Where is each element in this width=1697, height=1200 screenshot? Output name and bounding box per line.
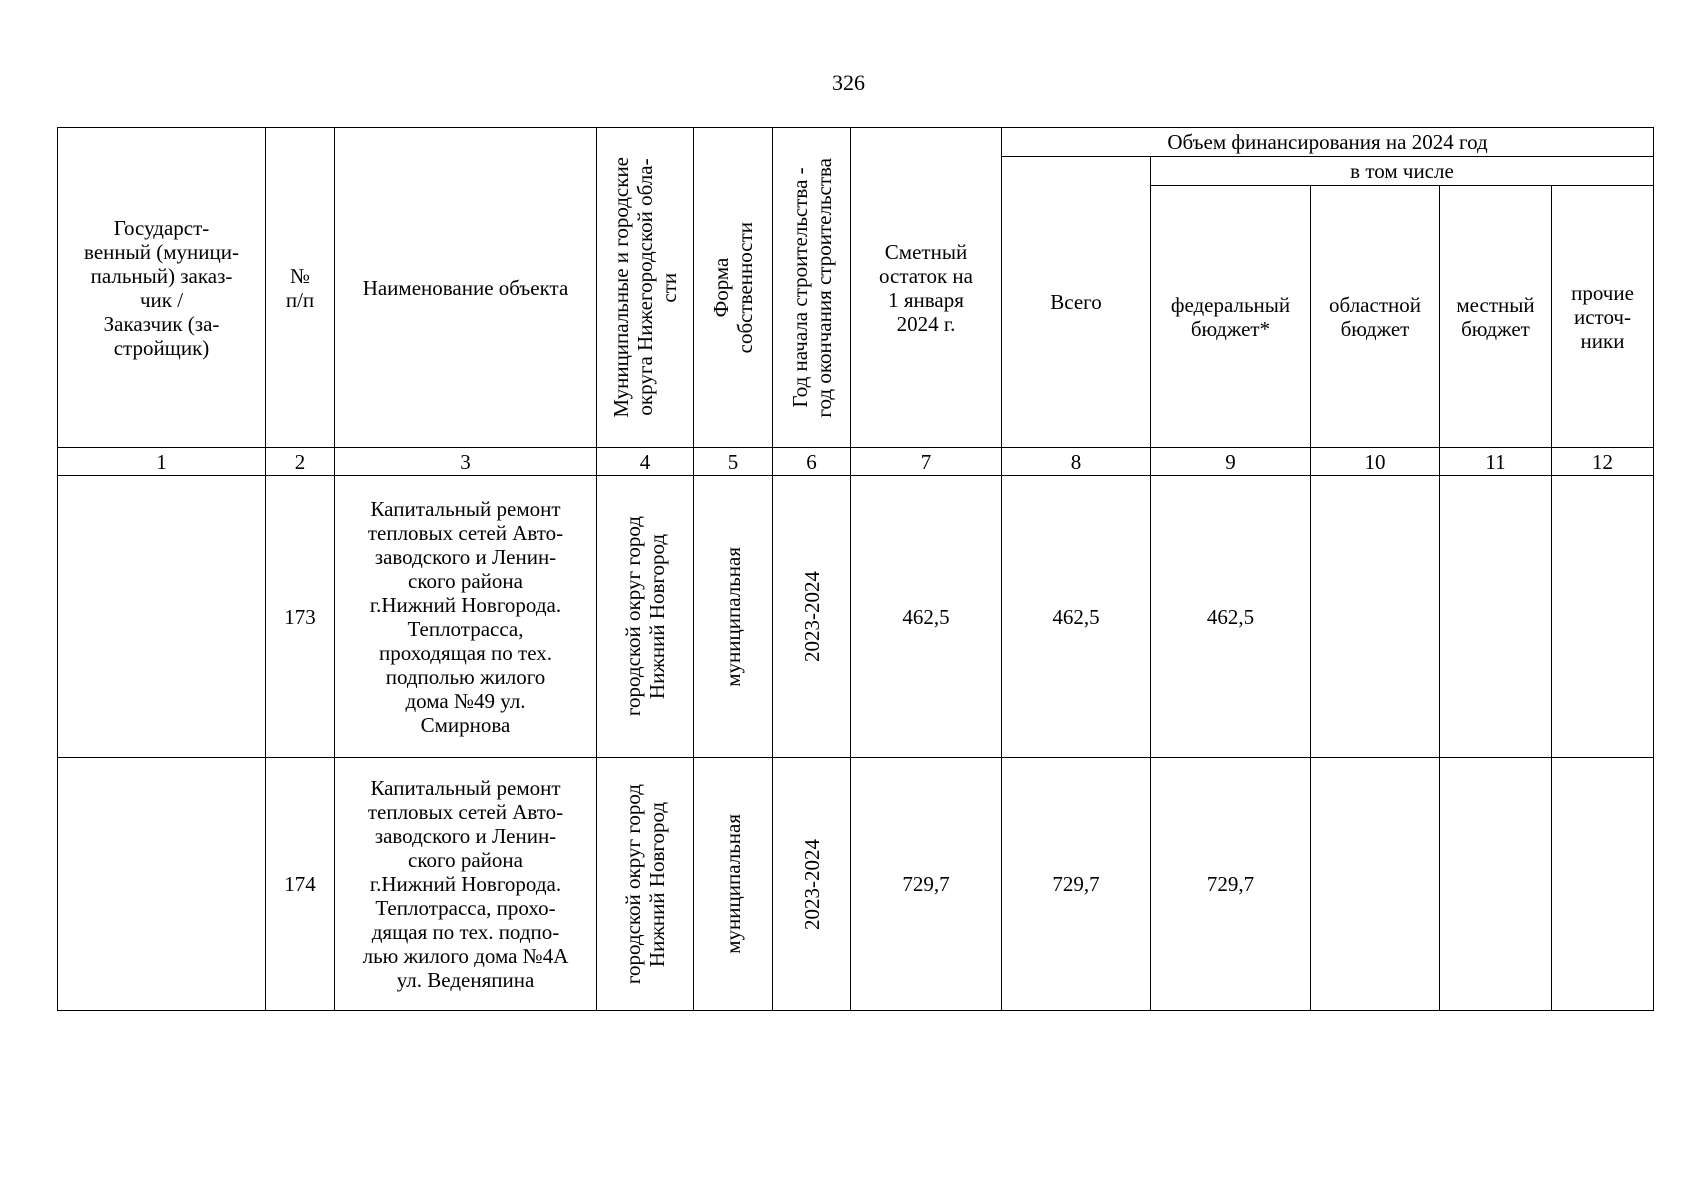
cell-federal: 462,5 bbox=[1151, 476, 1311, 758]
table-row bbox=[58, 476, 1654, 758]
column-number: 6 bbox=[773, 448, 851, 476]
cell-balance: 729,7 bbox=[851, 758, 1002, 1011]
header-funding-group: Объем финансирования на 2024 год bbox=[1002, 128, 1654, 157]
header-years: Год начала строительства - год окончания строительства bbox=[773, 128, 851, 448]
header-regional: областной бюджет bbox=[1311, 186, 1440, 448]
cell-federal: 729,7 bbox=[1151, 758, 1311, 1011]
cell-object-name: Капитальный ремонт тепловых сетей Авто- заводского и Ленин- ского района г.Нижний Новгорода. Теплотрасса, прохо- дящая по тех. подпо- лью жилого дома №4А ул. Веденяпина bbox=[335, 758, 597, 1011]
cell-ownership: муниципальная bbox=[694, 758, 773, 1011]
cell-local bbox=[1440, 476, 1552, 758]
column-number: 12 bbox=[1552, 448, 1654, 476]
column-numbers-row bbox=[58, 448, 1654, 476]
header-customer: Государст- венный (муници- пальный) заказ- чик / Заказчик (за- стройщик) bbox=[58, 128, 266, 448]
header-municipality: Муниципальные и городские округа Нижегородской обла- сти bbox=[597, 128, 694, 448]
cell-num: 174 bbox=[266, 758, 335, 1011]
column-number: 5 bbox=[694, 448, 773, 476]
cell-years: 2023-2024 bbox=[773, 476, 851, 758]
column-number: 9 bbox=[1151, 448, 1311, 476]
column-number: 7 bbox=[851, 448, 1002, 476]
column-number: 3 bbox=[335, 448, 597, 476]
header-total: Всего bbox=[1002, 157, 1151, 448]
header-including: в том числе bbox=[1151, 157, 1654, 186]
cell-regional bbox=[1311, 758, 1440, 1011]
table-row bbox=[58, 758, 1654, 1011]
header-object-name: Наименование объекта bbox=[335, 128, 597, 448]
cell-object-name: Капитальный ремонт тепловых сетей Авто- заводского и Ленин- ского района г.Нижний Новгорода. Теплотрасса, проходящая по тех. подполью жилого дома №49 ул. Смирнова bbox=[335, 476, 597, 758]
header-other: прочие источ- ники bbox=[1552, 186, 1654, 448]
cell-regional bbox=[1311, 476, 1440, 758]
column-number: 4 bbox=[597, 448, 694, 476]
header-balance: Сметный остаток на 1 января 2024 г. bbox=[851, 128, 1002, 448]
cell-municipality: городской округ город Нижний Новгород bbox=[597, 476, 694, 758]
cell-total: 462,5 bbox=[1002, 476, 1151, 758]
cell-total: 729,7 bbox=[1002, 758, 1151, 1011]
cell-municipality: городской округ город Нижний Новгород bbox=[597, 758, 694, 1011]
cell-other bbox=[1552, 758, 1654, 1011]
cell-customer bbox=[58, 758, 266, 1011]
cell-ownership: муниципальная bbox=[694, 476, 773, 758]
financing-table bbox=[57, 127, 1654, 1011]
cell-customer bbox=[58, 476, 266, 758]
header-federal: федеральный бюджет* bbox=[1151, 186, 1311, 448]
header-num: № п/п bbox=[266, 128, 335, 448]
column-number: 10 bbox=[1311, 448, 1440, 476]
header-local: местный бюджет bbox=[1440, 186, 1552, 448]
column-number: 1 bbox=[58, 448, 266, 476]
cell-local bbox=[1440, 758, 1552, 1011]
column-number: 2 bbox=[266, 448, 335, 476]
column-number: 11 bbox=[1440, 448, 1552, 476]
cell-num: 173 bbox=[266, 476, 335, 758]
page-number: 326 bbox=[832, 70, 865, 95]
cell-balance: 462,5 bbox=[851, 476, 1002, 758]
cell-other bbox=[1552, 476, 1654, 758]
header-ownership: Форма собственности bbox=[694, 128, 773, 448]
column-number: 8 bbox=[1002, 448, 1151, 476]
cell-years: 2023-2024 bbox=[773, 758, 851, 1011]
